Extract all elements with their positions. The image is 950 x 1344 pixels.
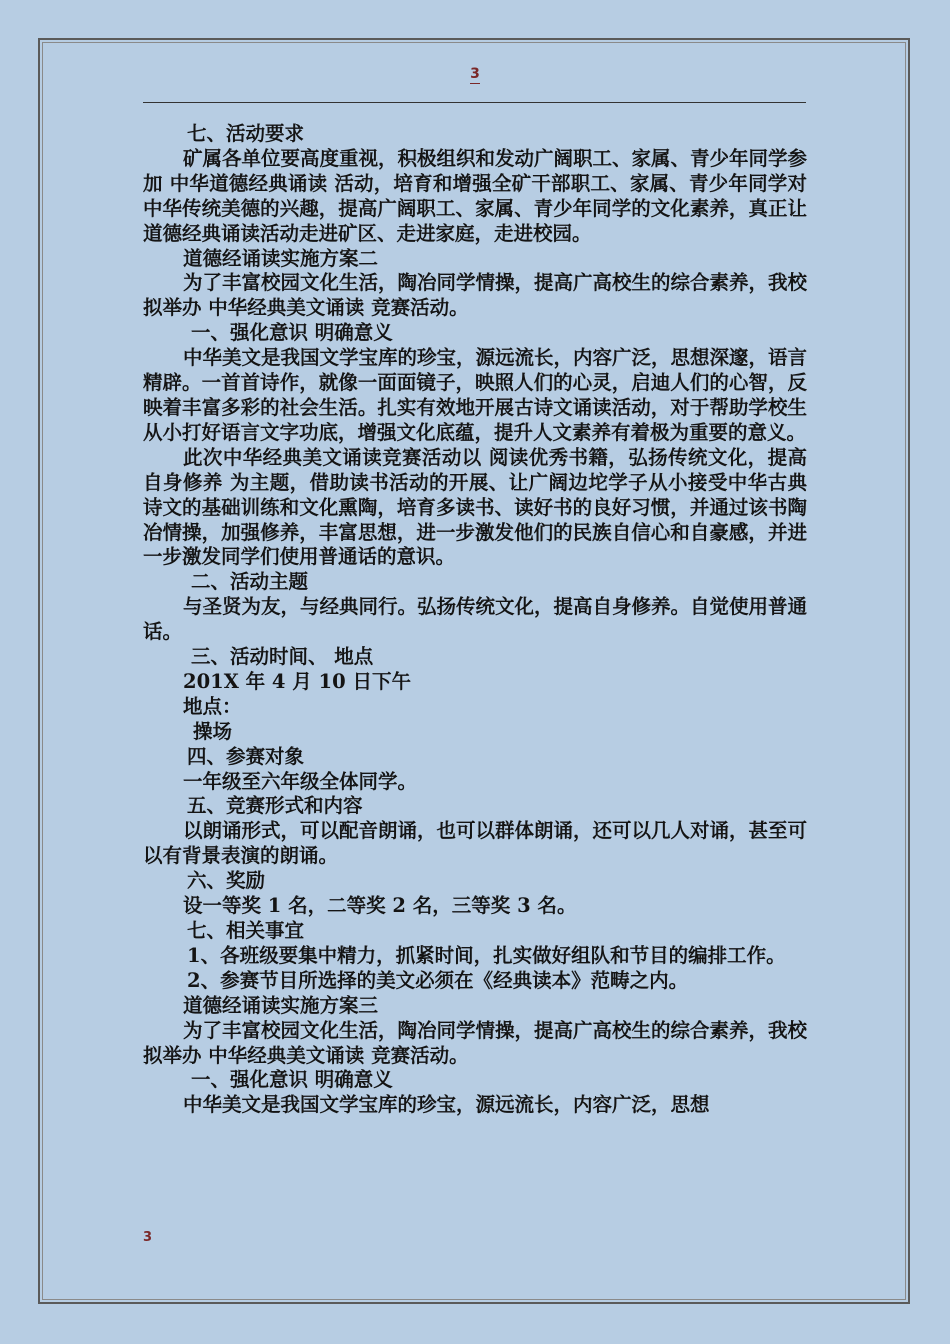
paragraph: 五、竞赛形式和内容 <box>187 794 363 818</box>
paragraph: 中华美文是我国文学宝库的珍宝，源远流长，内容广泛，思想深邃，语言精辟。一首首诗作，就像一面面镜子，映照人们的心灵，启迪人们的心智，反映着丰富多彩的社会生活。扎实有效地开展古诗文诵读活动，对于帮助学校生从小打好语言文字功底，增强文化底蕴，提升人文素养有着极为重要的意义。 <box>143 346 808 444</box>
paragraph: 1、各班级要集中精力，抓紧时间，扎实做好组队和节目的编排工作。 <box>187 943 786 967</box>
paragraph: 以朗诵形式，可以配音朗诵，也可以群体朗诵，还可以几人对诵，甚至可以有背景表演的朗诵。 <box>143 819 808 868</box>
paragraph: 七、相关事宜 <box>187 919 305 942</box>
paragraph: 四、参赛对象 <box>187 744 305 768</box>
paragraph: 为了丰富校园文化生活，陶冶同学情操，提高广高校生的综合素养，我校拟举办 中华经典美文诵读 竞赛活动。 <box>143 1018 808 1067</box>
paragraph: 地点： <box>183 694 242 718</box>
paragraph: 一、强化意识 明确意义 <box>191 1068 393 1092</box>
paragraph: 与圣贤为友，与经典同行。弘扬传统文化，提高自身修养。自觉使用普通话。 <box>143 595 808 644</box>
header-page-number: 3 <box>470 66 480 82</box>
paragraph: 六、奖励 <box>187 869 266 893</box>
paragraph: 三、活动时间、 地点 <box>191 645 374 669</box>
header-divider <box>143 102 806 103</box>
paragraph: 中华美文是我国文学宝库的珍宝，源远流长，内容广泛，思想 <box>183 1093 710 1117</box>
paragraph: 设一等奖 1 名，二等奖 2 名，三等奖 3 名。 <box>183 894 577 918</box>
paragraph: 七、活动要求 <box>187 122 305 145</box>
document-body <box>143 122 807 1118</box>
paragraph: 道德经诵读实施方案二 <box>183 246 379 270</box>
paragraph: 此次中华经典美文诵读竞赛活动以 阅读优秀书籍，弘扬传统文化，提高自身修养 为主题，借助读书活动的开展、让广阔边坨学子从小接受中华古典诗文的基础训练和文化熏陶，培育多读书、读好书的良好习惯，并通过该书陶冶情操，加强修养，丰富思想，进一步激发他们的民族自信心和自豪感，并进一步激发同学们使用普通话的意识。 <box>143 445 807 569</box>
paragraph: 道德经诵读实施方案三 <box>183 993 379 1017</box>
paragraph: 一、强化意识 明确意义 <box>191 321 393 345</box>
paragraph: 一年级至六年级全体同学。 <box>183 769 418 793</box>
paragraph: 矿属各单位要高度重视，积极组织和发动广阔职工、家属、青少年同学参加 中华道德经典诵读 活动，培育和增强全矿干部职工、家属、青少年同学对中华传统美德的兴趣，提高广阔职工、家属、青少年同学的文化素养，真正让道德经典诵读活动走进矿区、走进家庭，走进校园。 <box>143 146 808 245</box>
paragraph: 二、活动主题 <box>191 570 309 594</box>
paragraph: 2、参赛节目所选择的美文必须在《经典读本》范畴之内。 <box>187 968 689 992</box>
footer-page-number: 3 <box>143 1230 153 1245</box>
paragraph: 201X 年 4 月 10 日下午 <box>183 669 411 693</box>
paragraph: 操场 <box>193 719 233 743</box>
paragraph: 为了丰富校园文化生活，陶冶同学情操，提高广高校生的综合素养，我校拟举办 中华经典美文诵读 竞赛活动。 <box>143 271 808 320</box>
